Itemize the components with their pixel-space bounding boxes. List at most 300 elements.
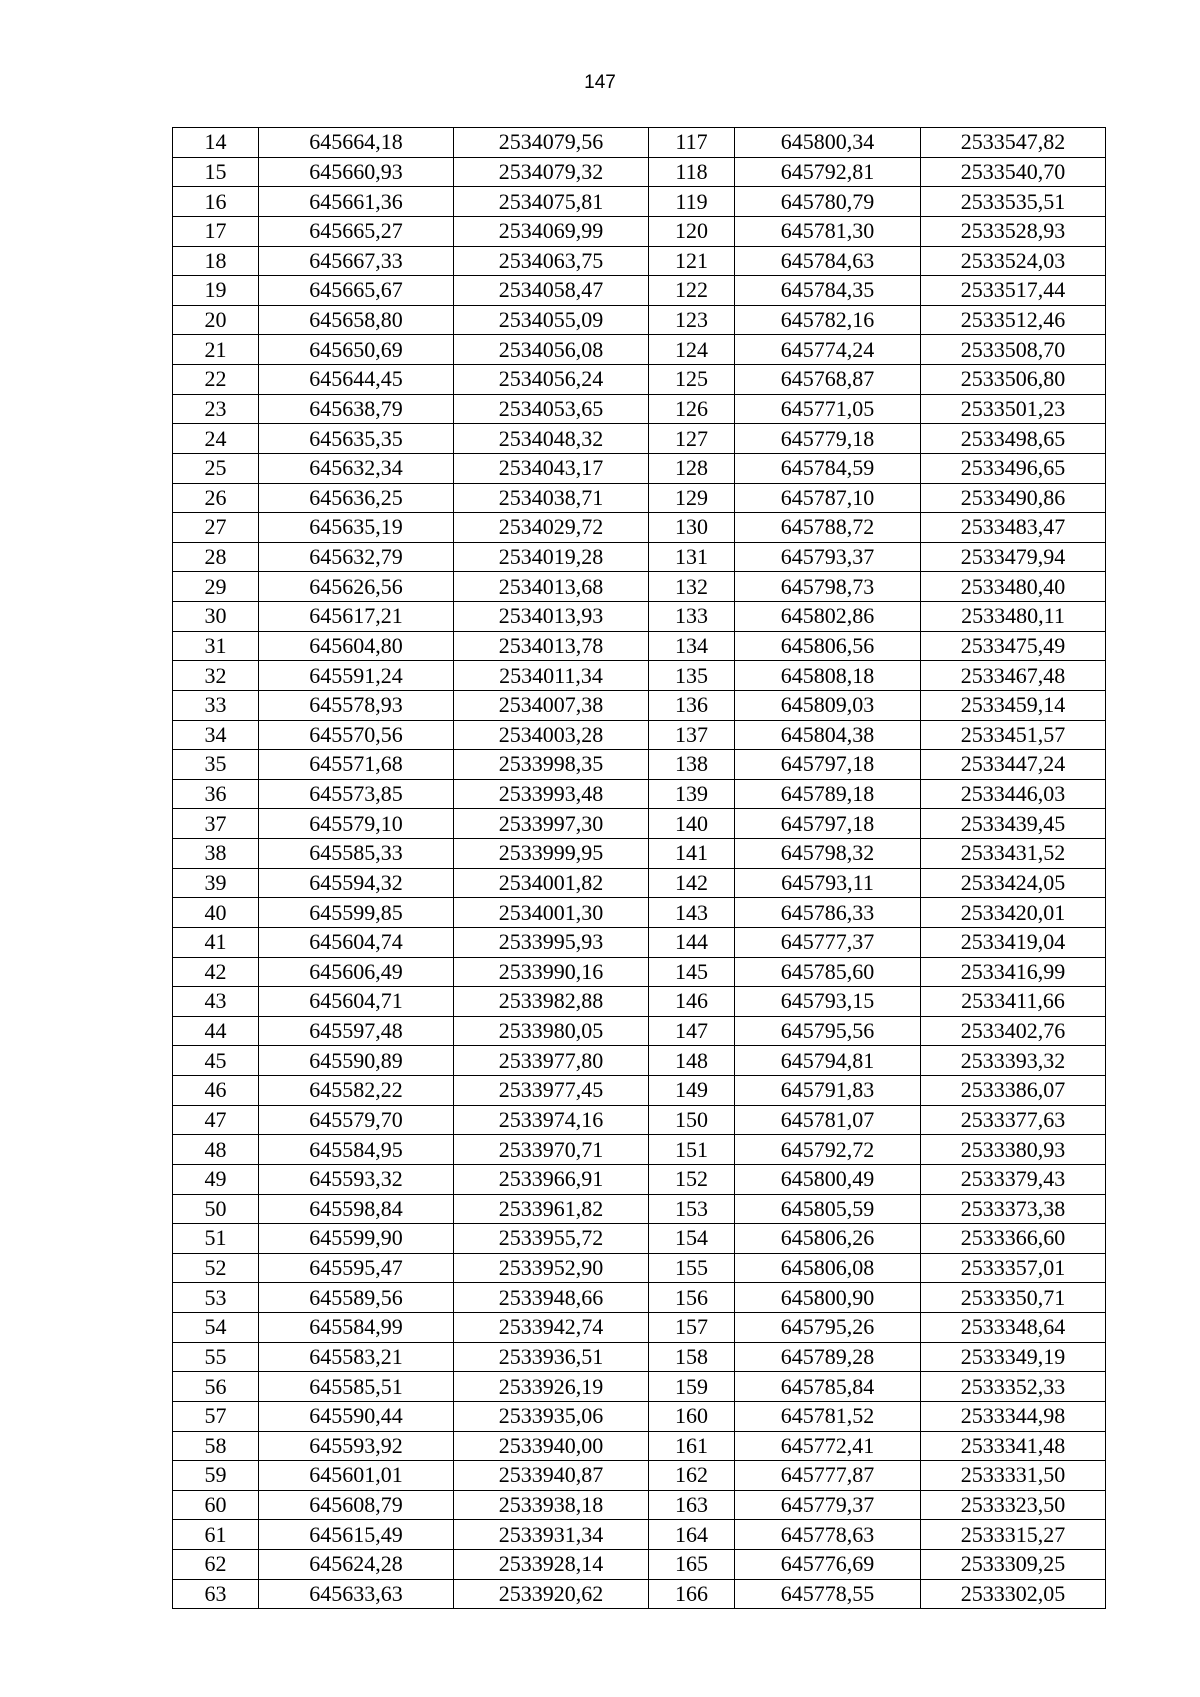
table-row <box>173 690 1106 720</box>
x-coordinate-cell: 645776,69 <box>735 1550 921 1580</box>
table-row <box>173 1372 1106 1402</box>
point-number-cell: 39 <box>173 868 259 898</box>
y-coordinate-cell: 2533980,05 <box>454 1016 649 1046</box>
point-number-cell: 16 <box>173 187 259 217</box>
point-number-cell: 28 <box>173 542 259 572</box>
point-number-cell: 166 <box>649 1579 735 1609</box>
point-number-cell: 46 <box>173 1076 259 1106</box>
point-number-cell: 158 <box>649 1342 735 1372</box>
point-number-cell: 126 <box>649 394 735 424</box>
y-coordinate-cell: 2533386,07 <box>921 1076 1106 1106</box>
x-coordinate-cell: 645806,08 <box>735 1253 921 1283</box>
y-coordinate-cell: 2533349,19 <box>921 1342 1106 1372</box>
x-coordinate-cell: 645771,05 <box>735 394 921 424</box>
y-coordinate-cell: 2534063,75 <box>454 246 649 276</box>
x-coordinate-cell: 645584,95 <box>259 1135 454 1165</box>
table-row <box>173 631 1106 661</box>
point-number-cell: 49 <box>173 1164 259 1194</box>
table-row <box>173 157 1106 187</box>
table-row <box>173 868 1106 898</box>
x-coordinate-cell: 645573,85 <box>259 779 454 809</box>
y-coordinate-cell: 2533431,52 <box>921 839 1106 869</box>
x-coordinate-cell: 645624,28 <box>259 1550 454 1580</box>
y-coordinate-cell: 2533323,50 <box>921 1490 1106 1520</box>
x-coordinate-cell: 645779,18 <box>735 424 921 454</box>
y-coordinate-cell: 2534013,68 <box>454 572 649 602</box>
y-coordinate-cell: 2533350,71 <box>921 1283 1106 1313</box>
point-number-cell: 154 <box>649 1224 735 1254</box>
x-coordinate-cell: 645593,32 <box>259 1164 454 1194</box>
table-row <box>173 572 1106 602</box>
x-coordinate-cell: 645665,27 <box>259 216 454 246</box>
y-coordinate-cell: 2534079,32 <box>454 157 649 187</box>
x-coordinate-cell: 645789,18 <box>735 779 921 809</box>
x-coordinate-cell: 645583,21 <box>259 1342 454 1372</box>
y-coordinate-cell: 2533997,30 <box>454 809 649 839</box>
y-coordinate-cell: 2533309,25 <box>921 1550 1106 1580</box>
x-coordinate-cell: 645779,37 <box>735 1490 921 1520</box>
y-coordinate-cell: 2533948,66 <box>454 1283 649 1313</box>
point-number-cell: 53 <box>173 1283 259 1313</box>
x-coordinate-cell: 645785,84 <box>735 1372 921 1402</box>
x-coordinate-cell: 645793,37 <box>735 542 921 572</box>
point-number-cell: 44 <box>173 1016 259 1046</box>
table-row <box>173 1490 1106 1520</box>
x-coordinate-cell: 645809,03 <box>735 690 921 720</box>
table-row <box>173 128 1106 158</box>
x-coordinate-cell: 645808,18 <box>735 661 921 691</box>
point-number-cell: 58 <box>173 1431 259 1461</box>
y-coordinate-cell: 2533498,65 <box>921 424 1106 454</box>
point-number-cell: 137 <box>649 720 735 750</box>
y-coordinate-cell: 2533935,06 <box>454 1401 649 1431</box>
point-number-cell: 124 <box>649 335 735 365</box>
table-row <box>173 542 1106 572</box>
table-row <box>173 276 1106 306</box>
y-coordinate-cell: 2534075,81 <box>454 187 649 217</box>
table-row <box>173 1313 1106 1343</box>
table-row <box>173 483 1106 513</box>
y-coordinate-cell: 2533341,48 <box>921 1431 1106 1461</box>
x-coordinate-cell: 645768,87 <box>735 365 921 395</box>
table-row <box>173 1046 1106 1076</box>
table-row <box>173 602 1106 632</box>
point-number-cell: 136 <box>649 690 735 720</box>
point-number-cell: 160 <box>649 1401 735 1431</box>
x-coordinate-cell: 645617,21 <box>259 602 454 632</box>
y-coordinate-cell: 2533506,80 <box>921 365 1106 395</box>
point-number-cell: 60 <box>173 1490 259 1520</box>
y-coordinate-cell: 2533451,57 <box>921 720 1106 750</box>
y-coordinate-cell: 2533940,00 <box>454 1431 649 1461</box>
coordinates-table <box>172 127 1106 1609</box>
point-number-cell: 120 <box>649 216 735 246</box>
y-coordinate-cell: 2533966,91 <box>454 1164 649 1194</box>
table-row <box>173 927 1106 957</box>
x-coordinate-cell: 645584,99 <box>259 1313 454 1343</box>
x-coordinate-cell: 645585,33 <box>259 839 454 869</box>
y-coordinate-cell: 2533467,48 <box>921 661 1106 691</box>
x-coordinate-cell: 645585,51 <box>259 1372 454 1402</box>
y-coordinate-cell: 2533479,94 <box>921 542 1106 572</box>
table-row <box>173 1579 1106 1609</box>
x-coordinate-cell: 645791,83 <box>735 1076 921 1106</box>
y-coordinate-cell: 2533993,48 <box>454 779 649 809</box>
y-coordinate-cell: 2533931,34 <box>454 1520 649 1550</box>
point-number-cell: 142 <box>649 868 735 898</box>
x-coordinate-cell: 645797,18 <box>735 809 921 839</box>
y-coordinate-cell: 2533424,05 <box>921 868 1106 898</box>
x-coordinate-cell: 645599,90 <box>259 1224 454 1254</box>
y-coordinate-cell: 2533982,88 <box>454 987 649 1017</box>
table-row <box>173 394 1106 424</box>
y-coordinate-cell: 2533999,95 <box>454 839 649 869</box>
y-coordinate-cell: 2533517,44 <box>921 276 1106 306</box>
x-coordinate-cell: 645589,56 <box>259 1283 454 1313</box>
point-number-cell: 147 <box>649 1016 735 1046</box>
point-number-cell: 52 <box>173 1253 259 1283</box>
y-coordinate-cell: 2533998,35 <box>454 750 649 780</box>
x-coordinate-cell: 645806,56 <box>735 631 921 661</box>
x-coordinate-cell: 645579,10 <box>259 809 454 839</box>
x-coordinate-cell: 645800,90 <box>735 1283 921 1313</box>
page-number: 147 <box>584 72 616 93</box>
x-coordinate-cell: 645787,10 <box>735 483 921 513</box>
table-row <box>173 246 1106 276</box>
y-coordinate-cell: 2533416,99 <box>921 957 1106 987</box>
x-coordinate-cell: 645780,79 <box>735 187 921 217</box>
y-coordinate-cell: 2533357,01 <box>921 1253 1106 1283</box>
y-coordinate-cell: 2533373,38 <box>921 1194 1106 1224</box>
x-coordinate-cell: 645598,84 <box>259 1194 454 1224</box>
y-coordinate-cell: 2534013,93 <box>454 602 649 632</box>
y-coordinate-cell: 2534069,99 <box>454 216 649 246</box>
y-coordinate-cell: 2533379,43 <box>921 1164 1106 1194</box>
x-coordinate-cell: 645638,79 <box>259 394 454 424</box>
y-coordinate-cell: 2533420,01 <box>921 898 1106 928</box>
y-coordinate-cell: 2533331,50 <box>921 1461 1106 1491</box>
point-number-cell: 132 <box>649 572 735 602</box>
point-number-cell: 22 <box>173 365 259 395</box>
y-coordinate-cell: 2534007,38 <box>454 690 649 720</box>
y-coordinate-cell: 2533955,72 <box>454 1224 649 1254</box>
y-coordinate-cell: 2533508,70 <box>921 335 1106 365</box>
y-coordinate-cell: 2533352,33 <box>921 1372 1106 1402</box>
x-coordinate-cell: 645591,24 <box>259 661 454 691</box>
x-coordinate-cell: 645774,24 <box>735 335 921 365</box>
point-number-cell: 162 <box>649 1461 735 1491</box>
y-coordinate-cell: 2533540,70 <box>921 157 1106 187</box>
point-number-cell: 26 <box>173 483 259 513</box>
y-coordinate-cell: 2533490,86 <box>921 483 1106 513</box>
table-row <box>173 1253 1106 1283</box>
point-number-cell: 36 <box>173 779 259 809</box>
x-coordinate-cell: 645582,22 <box>259 1076 454 1106</box>
point-number-cell: 45 <box>173 1046 259 1076</box>
point-number-cell: 42 <box>173 957 259 987</box>
table-row <box>173 1461 1106 1491</box>
y-coordinate-cell: 2533990,16 <box>454 957 649 987</box>
x-coordinate-cell: 645792,81 <box>735 157 921 187</box>
point-number-cell: 143 <box>649 898 735 928</box>
x-coordinate-cell: 645777,87 <box>735 1461 921 1491</box>
point-number-cell: 119 <box>649 187 735 217</box>
point-number-cell: 35 <box>173 750 259 780</box>
y-coordinate-cell: 2533977,80 <box>454 1046 649 1076</box>
table-row <box>173 424 1106 454</box>
point-number-cell: 48 <box>173 1135 259 1165</box>
x-coordinate-cell: 645650,69 <box>259 335 454 365</box>
x-coordinate-cell: 645795,56 <box>735 1016 921 1046</box>
point-number-cell: 17 <box>173 216 259 246</box>
point-number-cell: 157 <box>649 1313 735 1343</box>
y-coordinate-cell: 2534056,24 <box>454 365 649 395</box>
table-row <box>173 1105 1106 1135</box>
point-number-cell: 156 <box>649 1283 735 1313</box>
point-number-cell: 152 <box>649 1164 735 1194</box>
point-number-cell: 33 <box>173 690 259 720</box>
point-number-cell: 51 <box>173 1224 259 1254</box>
point-number-cell: 135 <box>649 661 735 691</box>
point-number-cell: 144 <box>649 927 735 957</box>
table-row <box>173 1076 1106 1106</box>
point-number-cell: 121 <box>649 246 735 276</box>
point-number-cell: 27 <box>173 513 259 543</box>
point-number-cell: 32 <box>173 661 259 691</box>
y-coordinate-cell: 2533524,03 <box>921 246 1106 276</box>
point-number-cell: 125 <box>649 365 735 395</box>
y-coordinate-cell: 2534053,65 <box>454 394 649 424</box>
point-number-cell: 18 <box>173 246 259 276</box>
y-coordinate-cell: 2533952,90 <box>454 1253 649 1283</box>
y-coordinate-cell: 2533547,82 <box>921 128 1106 158</box>
x-coordinate-cell: 645578,93 <box>259 690 454 720</box>
x-coordinate-cell: 645571,68 <box>259 750 454 780</box>
table-row <box>173 809 1106 839</box>
table-row <box>173 898 1106 928</box>
y-coordinate-cell: 2534079,56 <box>454 128 649 158</box>
table-row <box>173 513 1106 543</box>
x-coordinate-cell: 645644,45 <box>259 365 454 395</box>
x-coordinate-cell: 645797,18 <box>735 750 921 780</box>
x-coordinate-cell: 645802,86 <box>735 602 921 632</box>
point-number-cell: 141 <box>649 839 735 869</box>
point-number-cell: 62 <box>173 1550 259 1580</box>
y-coordinate-cell: 2534029,72 <box>454 513 649 543</box>
point-number-cell: 149 <box>649 1076 735 1106</box>
table-row <box>173 453 1106 483</box>
point-number-cell: 15 <box>173 157 259 187</box>
y-coordinate-cell: 2533928,14 <box>454 1550 649 1580</box>
x-coordinate-cell: 645804,38 <box>735 720 921 750</box>
y-coordinate-cell: 2533970,71 <box>454 1135 649 1165</box>
table-row <box>173 720 1106 750</box>
x-coordinate-cell: 645615,49 <box>259 1520 454 1550</box>
point-number-cell: 20 <box>173 305 259 335</box>
x-coordinate-cell: 645590,89 <box>259 1046 454 1076</box>
x-coordinate-cell: 645782,16 <box>735 305 921 335</box>
x-coordinate-cell: 645795,26 <box>735 1313 921 1343</box>
point-number-cell: 165 <box>649 1550 735 1580</box>
table-row <box>173 839 1106 869</box>
point-number-cell: 139 <box>649 779 735 809</box>
y-coordinate-cell: 2534048,32 <box>454 424 649 454</box>
y-coordinate-cell: 2533411,66 <box>921 987 1106 1017</box>
point-number-cell: 34 <box>173 720 259 750</box>
point-number-cell: 57 <box>173 1401 259 1431</box>
x-coordinate-cell: 645570,56 <box>259 720 454 750</box>
y-coordinate-cell: 2534003,28 <box>454 720 649 750</box>
point-number-cell: 54 <box>173 1313 259 1343</box>
x-coordinate-cell: 645794,81 <box>735 1046 921 1076</box>
point-number-cell: 148 <box>649 1046 735 1076</box>
y-coordinate-cell: 2533920,62 <box>454 1579 649 1609</box>
table-row <box>173 779 1106 809</box>
x-coordinate-cell: 645660,93 <box>259 157 454 187</box>
point-number-cell: 130 <box>649 513 735 543</box>
y-coordinate-cell: 2533995,93 <box>454 927 649 957</box>
y-coordinate-cell: 2533446,03 <box>921 779 1106 809</box>
point-number-cell: 19 <box>173 276 259 306</box>
table-row <box>173 1135 1106 1165</box>
point-number-cell: 31 <box>173 631 259 661</box>
y-coordinate-cell: 2533512,46 <box>921 305 1106 335</box>
point-number-cell: 131 <box>649 542 735 572</box>
y-coordinate-cell: 2533938,18 <box>454 1490 649 1520</box>
point-number-cell: 128 <box>649 453 735 483</box>
x-coordinate-cell: 645789,28 <box>735 1342 921 1372</box>
y-coordinate-cell: 2533496,65 <box>921 453 1106 483</box>
y-coordinate-cell: 2533447,24 <box>921 750 1106 780</box>
x-coordinate-cell: 645635,19 <box>259 513 454 543</box>
y-coordinate-cell: 2534058,47 <box>454 276 649 306</box>
x-coordinate-cell: 645604,80 <box>259 631 454 661</box>
table-row <box>173 335 1106 365</box>
x-coordinate-cell: 645777,37 <box>735 927 921 957</box>
y-coordinate-cell: 2534011,34 <box>454 661 649 691</box>
x-coordinate-cell: 645798,73 <box>735 572 921 602</box>
y-coordinate-cell: 2533302,05 <box>921 1579 1106 1609</box>
point-number-cell: 38 <box>173 839 259 869</box>
y-coordinate-cell: 2533393,32 <box>921 1046 1106 1076</box>
y-coordinate-cell: 2534055,09 <box>454 305 649 335</box>
table-row <box>173 216 1106 246</box>
x-coordinate-cell: 645800,49 <box>735 1164 921 1194</box>
x-coordinate-cell: 645604,71 <box>259 987 454 1017</box>
y-coordinate-cell: 2533926,19 <box>454 1372 649 1402</box>
table-row <box>173 1520 1106 1550</box>
point-number-cell: 50 <box>173 1194 259 1224</box>
point-number-cell: 24 <box>173 424 259 454</box>
x-coordinate-cell: 645800,34 <box>735 128 921 158</box>
point-number-cell: 43 <box>173 987 259 1017</box>
x-coordinate-cell: 645793,15 <box>735 987 921 1017</box>
x-coordinate-cell: 645792,72 <box>735 1135 921 1165</box>
point-number-cell: 133 <box>649 602 735 632</box>
coordinates-table-body <box>173 128 1106 1609</box>
table-row <box>173 1016 1106 1046</box>
x-coordinate-cell: 645793,11 <box>735 868 921 898</box>
x-coordinate-cell: 645798,32 <box>735 839 921 869</box>
point-number-cell: 163 <box>649 1490 735 1520</box>
x-coordinate-cell: 645781,52 <box>735 1401 921 1431</box>
table-row <box>173 1401 1106 1431</box>
y-coordinate-cell: 2533936,51 <box>454 1342 649 1372</box>
y-coordinate-cell: 2533977,45 <box>454 1076 649 1106</box>
y-coordinate-cell: 2534001,30 <box>454 898 649 928</box>
y-coordinate-cell: 2533480,11 <box>921 602 1106 632</box>
y-coordinate-cell: 2533377,63 <box>921 1105 1106 1135</box>
x-coordinate-cell: 645590,44 <box>259 1401 454 1431</box>
point-number-cell: 129 <box>649 483 735 513</box>
y-coordinate-cell: 2533344,98 <box>921 1401 1106 1431</box>
point-number-cell: 61 <box>173 1520 259 1550</box>
point-number-cell: 140 <box>649 809 735 839</box>
table-row <box>173 1342 1106 1372</box>
x-coordinate-cell: 645778,55 <box>735 1579 921 1609</box>
y-coordinate-cell: 2533348,64 <box>921 1313 1106 1343</box>
point-number-cell: 40 <box>173 898 259 928</box>
table-row <box>173 1194 1106 1224</box>
y-coordinate-cell: 2533961,82 <box>454 1194 649 1224</box>
point-number-cell: 56 <box>173 1372 259 1402</box>
point-number-cell: 146 <box>649 987 735 1017</box>
x-coordinate-cell: 645599,85 <box>259 898 454 928</box>
table-row <box>173 1550 1106 1580</box>
y-coordinate-cell: 2533315,27 <box>921 1520 1106 1550</box>
x-coordinate-cell: 645784,35 <box>735 276 921 306</box>
x-coordinate-cell: 645781,30 <box>735 216 921 246</box>
point-number-cell: 59 <box>173 1461 259 1491</box>
y-coordinate-cell: 2533402,76 <box>921 1016 1106 1046</box>
x-coordinate-cell: 645788,72 <box>735 513 921 543</box>
point-number-cell: 21 <box>173 335 259 365</box>
point-number-cell: 30 <box>173 602 259 632</box>
point-number-cell: 138 <box>649 750 735 780</box>
x-coordinate-cell: 645595,47 <box>259 1253 454 1283</box>
point-number-cell: 164 <box>649 1520 735 1550</box>
point-number-cell: 161 <box>649 1431 735 1461</box>
y-coordinate-cell: 2534056,08 <box>454 335 649 365</box>
x-coordinate-cell: 645604,74 <box>259 927 454 957</box>
table-row <box>173 957 1106 987</box>
x-coordinate-cell: 645593,92 <box>259 1431 454 1461</box>
x-coordinate-cell: 645786,33 <box>735 898 921 928</box>
point-number-cell: 122 <box>649 276 735 306</box>
point-number-cell: 155 <box>649 1253 735 1283</box>
table-row <box>173 187 1106 217</box>
point-number-cell: 134 <box>649 631 735 661</box>
y-coordinate-cell: 2533501,23 <box>921 394 1106 424</box>
point-number-cell: 123 <box>649 305 735 335</box>
y-coordinate-cell: 2533974,16 <box>454 1105 649 1135</box>
y-coordinate-cell: 2534043,17 <box>454 453 649 483</box>
point-number-cell: 55 <box>173 1342 259 1372</box>
x-coordinate-cell: 645661,36 <box>259 187 454 217</box>
x-coordinate-cell: 645664,18 <box>259 128 454 158</box>
y-coordinate-cell: 2533483,47 <box>921 513 1106 543</box>
y-coordinate-cell: 2533366,60 <box>921 1224 1106 1254</box>
point-number-cell: 37 <box>173 809 259 839</box>
y-coordinate-cell: 2534013,78 <box>454 631 649 661</box>
x-coordinate-cell: 645579,70 <box>259 1105 454 1135</box>
point-number-cell: 29 <box>173 572 259 602</box>
point-number-cell: 14 <box>173 128 259 158</box>
y-coordinate-cell: 2533475,49 <box>921 631 1106 661</box>
table-row <box>173 365 1106 395</box>
point-number-cell: 47 <box>173 1105 259 1135</box>
point-number-cell: 150 <box>649 1105 735 1135</box>
